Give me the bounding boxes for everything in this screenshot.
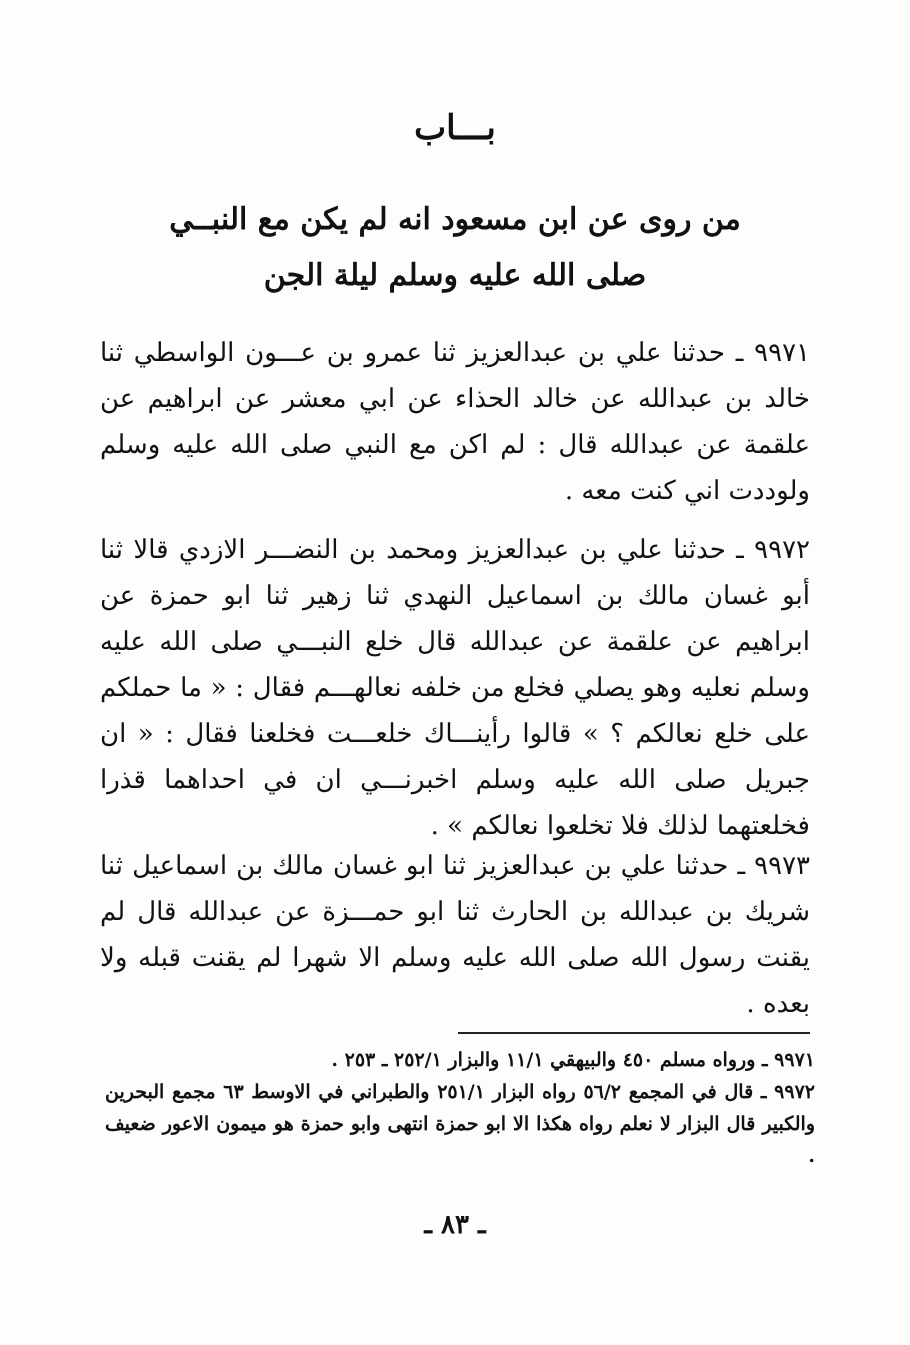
heading-line-1: من روى عن ابن مسعود انه لم يكن مع النبــي — [169, 202, 741, 237]
hadith-9972: ٩٩٧٢ ـ حدثنا علي بن عبدالعزيز ومحمد بن النضـــر الازدي قالا ثنا أبو غسان مالك بن اسماعيل النهدي ثنا زهير ثنا ابو حمزة عن ابراهيم عن علقمة عن عبدالله قال خلع النبـــي صلى الله عليه وسلم نعليه وهو يصلي فخلع من خلفه نعالهـــم فقال : « ما حملكم على خلع نعالكم ؟ » قالوا رأينـــاك خلعـــت فخلعنا فقال : « ان جبريل صلى الله عليه وسلم اخبرنـــي ان في احداهما قذرا فخلعتهما لذلك فلا تخلعوا نعالكم » . — [100, 535, 810, 841]
page-number: ـ ٨٣ ـ — [424, 1210, 486, 1240]
hadith-9973: ٩٩٧٣ ـ حدثنا علي بن عبدالعزيز ثنا ابو غسان مالك بن اسماعيل ثنا شريك بن عبدالله بن الحارث ثنا ابو حمـــزة عن عبدالله قال لم يقنت رسول الله صلى الله عليه وسلم الا شهرا لم يقنت قبله ولا بعده . — [100, 851, 810, 1019]
hadith-9971: ٩٩٧١ ـ حدثنا علي بن عبدالعزيز ثنا عمرو بن عـــون الواسطي ثنا خالد بن عبدالله عن خالد الحذاء عن ابي معشر عن ابراهيم عن علقمة عن عبدالله قال : لم اكن مع النبي صلى الله عليه وسلم ولوددت اني كنت معه . — [100, 338, 810, 506]
footnote-divider — [458, 1032, 810, 1034]
footnote-9971: ٩٩٧١ ـ ورواه مسلم ٤٥٠ والبيهقي ١١/١ والبزار ٢٥٢/١ ـ ٢٥٣ . — [331, 1049, 815, 1071]
heading-line-2: صلى الله عليه وسلم ليلة الجن — [263, 258, 647, 293]
chapter-title: بـــاب — [414, 108, 496, 148]
footnotes — [105, 1044, 815, 1172]
footnote-9972: ٩٩٧٢ ـ قال في المجمع ٥٦/٢ رواه البزار ٢٥١/١ والطبراني في الاوسط ٦٣ مجمع البحرين والكبير قال البزار لا نعلم رواه هكذا الا ابو حمزة انتهى وابو حمزة هو ميمون الاعور ضعيف . — [105, 1081, 815, 1167]
section-heading — [150, 192, 760, 304]
